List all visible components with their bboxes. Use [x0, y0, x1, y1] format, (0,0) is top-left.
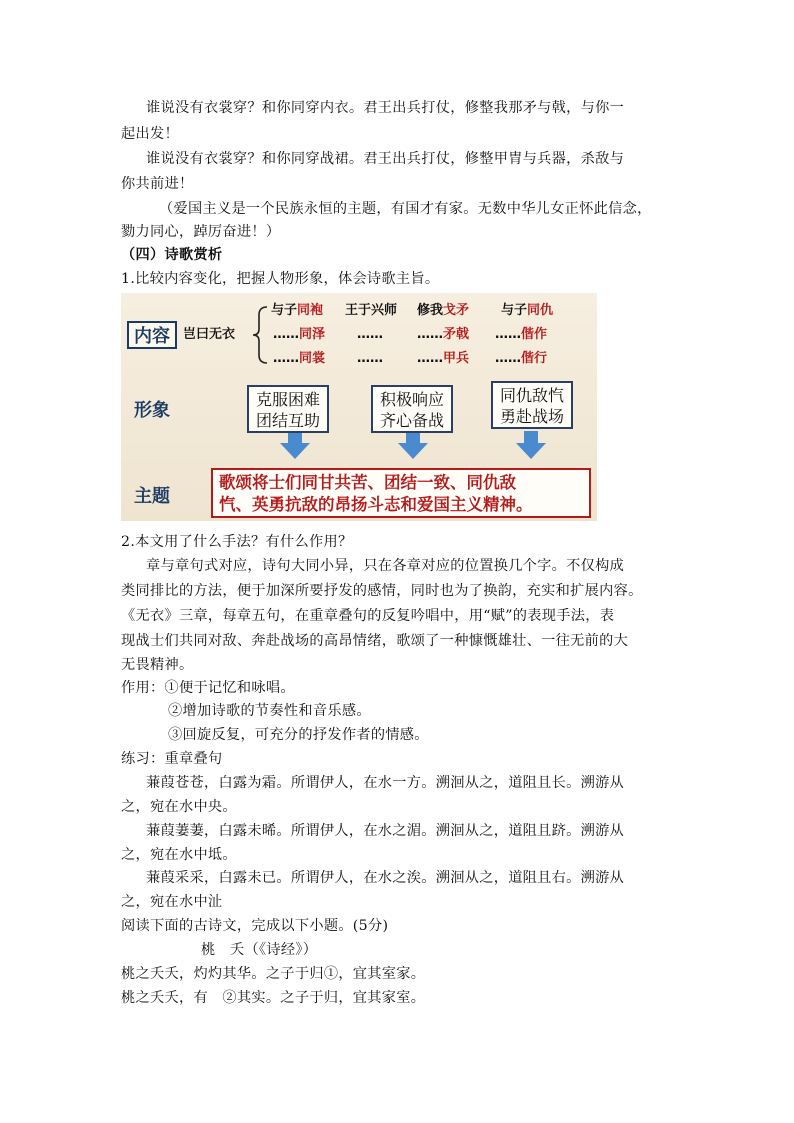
theme-statement: 歌颂将士们同甘共苦、团结一致、同仇敌 忾、英勇抗敌的昂扬斗志和爱国主义精神。 [211, 468, 591, 518]
col4-bot: ……偕行 [495, 351, 548, 366]
label-content: 内容 [127, 321, 177, 349]
root-phrase: 岂曰无衣 [183, 327, 236, 342]
col2-top: 王于兴师 [345, 303, 398, 318]
text-line: 章与章句式对应，诗句大同小异，只在各章对应的位置换几个字。不仅构成 [146, 558, 625, 574]
text-line: 蒹葭采采，白露未已。所谓伊人，在水之涘。溯洄从之，道阻且右。溯游从 [146, 870, 625, 886]
label-theme: 主题 [134, 486, 170, 507]
col3-bot: ……甲兵 [417, 351, 470, 366]
col3-top: 修我戈矛 [417, 303, 470, 318]
arrow-down-3 [516, 431, 546, 459]
analysis-slide [121, 293, 597, 521]
col1-mid: ……同泽 [273, 327, 326, 342]
effect-2: ②增加诗歌的节奏性和音乐感。 [168, 703, 371, 719]
exercise-heading: 练习：重章叠句 [121, 751, 223, 767]
text-line: 之，宛在水中央。 [121, 799, 237, 815]
label-image: 形象 [134, 400, 170, 421]
text-line: 起出发！ [121, 126, 179, 142]
text-line: 蒹葭苍苍，白露为霜。所谓伊人，在水一方。溯洄从之，道阻且长。溯游从 [146, 775, 625, 791]
col4-mid: ……偕作 [495, 327, 548, 342]
effect-3: ③回旋反复，可充分的抒发作者的情感。 [168, 727, 429, 743]
poem-line: 桃之夭夭，灼灼其华。之子于归①，宜其室家。 [121, 966, 426, 982]
arrow-down-2 [398, 431, 428, 459]
col1-bot: ……同裳 [273, 351, 326, 366]
text-line: 谁说没有衣裳穿？和你同穿内衣。君王出兵打仗，修整我那矛与戟，与你一 [146, 100, 625, 116]
text-line: 之，宛在水中沚 [121, 894, 223, 910]
text-line: 《无衣》三章，每章五句，在重章叠句的反复吟唱中，用“赋”的表现手法，表 [121, 608, 615, 624]
text-line: （爱国主义是一个民族永恒的主题，有国才有家。无数中华儿女正怀此信念， [159, 201, 652, 217]
text-line: 勠力同心，踔厉奋进！） [121, 224, 281, 240]
text-line: 无畏精神。 [121, 657, 194, 673]
text-line: 蒹葭萋萋，白露未晞。所谓伊人，在水之湄。溯洄从之，道阻且跻。溯游从 [146, 823, 625, 839]
effect-1: 作用：①便于记忆和咏唱。 [121, 680, 295, 696]
col2-mid: …… [357, 327, 383, 342]
col3-mid: ……矛戟 [417, 327, 470, 342]
image-box-2: 积极响应 齐心备战 [371, 385, 453, 433]
down-arrows [280, 431, 546, 459]
question-1: 1.比较内容变化，把握人物形象，体会诗歌主旨。 [121, 271, 440, 287]
section-heading: （四）诗歌赏析 [121, 247, 223, 263]
image-box-1: 克服困难 团结互助 [247, 385, 329, 433]
text-line: 你共前进！ [121, 176, 194, 192]
poem-title: 桃 夭（《诗经》） [201, 942, 318, 958]
image-box-3: 同仇敌忾 勇赴战场 [491, 381, 573, 429]
col1-top: 与子同袍 [271, 303, 324, 318]
text-line: 之，宛在水中坻。 [121, 847, 237, 863]
text-line: 类同排比的方法，便于加深所要抒发的感情，同时也为了换韵，充实和扩展内容。 [121, 583, 643, 599]
col2-bot: …… [357, 351, 383, 366]
poem-line: 桃之夭夭，有 ②其实。之子于归，宜其家室。 [121, 990, 426, 1006]
col4-top: 与子同仇 [501, 303, 554, 318]
curly-brace [253, 307, 267, 363]
arrow-down-1 [280, 431, 310, 459]
text-line: 谁说没有衣裳穿？和你同穿战裙。君王出兵打仗，修整甲胄与兵器，杀敌与 [146, 151, 625, 167]
reading-instruction: 阅读下面的古诗文，完成以下小题。(5分) [121, 918, 389, 934]
text-line: 现战士们共同对敌、奔赴战场的高昂情绪，歌颂了一种慷慨雄壮、一往无前的大 [121, 633, 629, 649]
question-2: 2.本文用了什么手法？有什么作用？ [121, 534, 353, 550]
